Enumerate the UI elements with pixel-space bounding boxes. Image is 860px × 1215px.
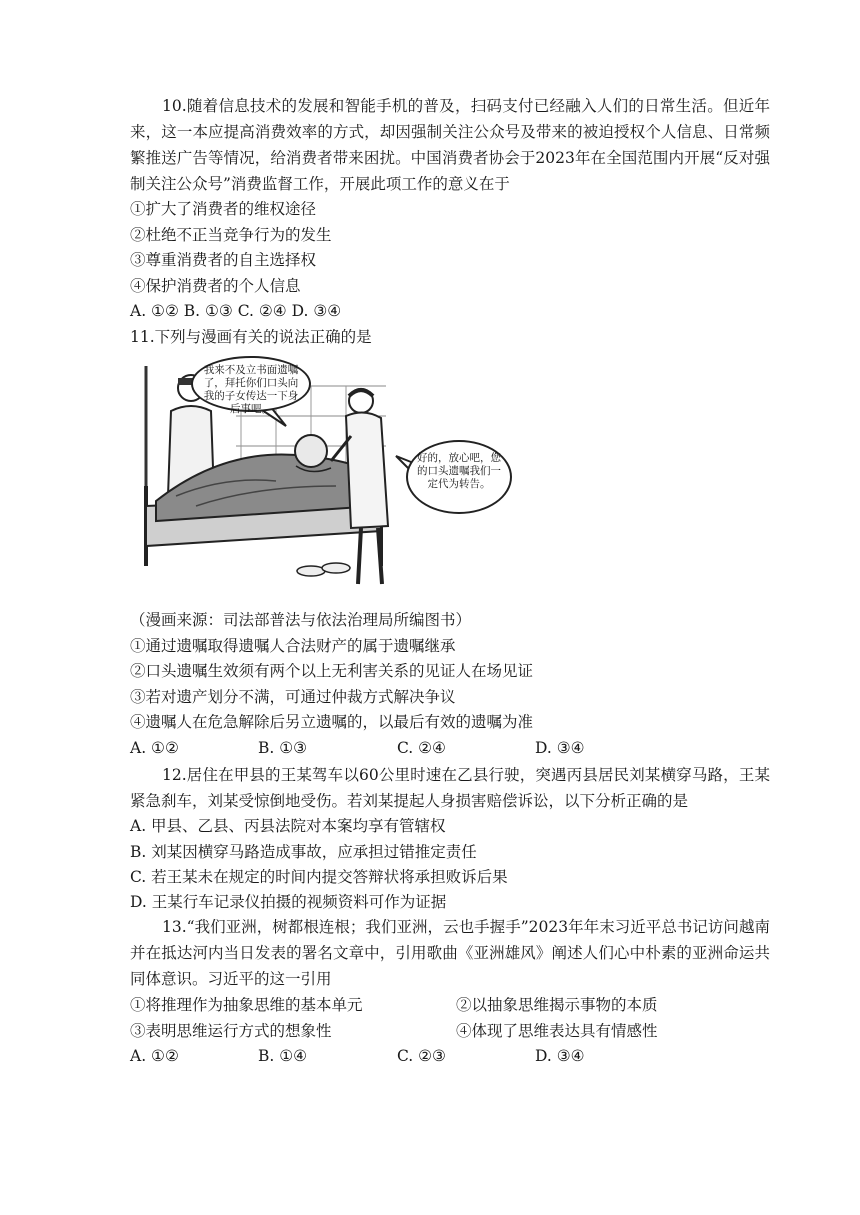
q10-stem: 10.随着信息技术的发展和智能手机的普及，扫码支付已经融入人们的日常生活。但近年来，这一本应提高消费效率的方式，却因强制关注公众号及带来的被迫授权个人信息、日常频繁推送广告等情况，给消费者带来困扰。中国消费者协会于2023年在全国范围内开展“反对强制关注公众号”消费监督工作，开展此项工作的意义在于 bbox=[130, 97, 770, 193]
q11-choice-b: B. ①③ bbox=[258, 739, 308, 757]
q13-item-1: ①将推理作为抽象思维的基本单元 bbox=[130, 996, 363, 1014]
q13-item-2: ②以抽象思维揭示事物的本质 bbox=[456, 996, 658, 1014]
q12-option-c: C. 若王某未在规定的时间内提交答辩状将承担败诉后果 bbox=[130, 868, 508, 886]
q11-choice-c: C. ②④ bbox=[397, 739, 446, 757]
q13-stem: 13.“我们亚洲，树都根连根；我们亚洲，云也手握手”2023年年末习近平总书记访问越南并在抵达河内当日发表的署名文章中，引用歌曲《亚洲雄风》阐述人们心中朴素的亚洲命运共同体意识。习近平的这一引用 bbox=[130, 918, 770, 988]
q11-item-1: ①通过遗嘱取得遗嘱人合法财产的属于遗嘱继承 bbox=[130, 637, 456, 655]
speech-bubble-patient: 我来不及立书面遗嘱了，拜托你们口头向我的子女传达一下身后事吧。 bbox=[191, 356, 311, 412]
q10-choices: A. ①② B. ①③ C. ②④ D. ③④ bbox=[130, 302, 342, 320]
q13-item-3: ③表明思维运行方式的想象性 bbox=[130, 1022, 332, 1040]
q11-item-4: ④遗嘱人在危急解除后另立遗嘱的，以最后有效的遗嘱为准 bbox=[130, 713, 534, 731]
q10-item-4: ④保护消费者的个人信息 bbox=[130, 277, 301, 295]
q12-option-a: A. 甲县、乙县、丙县法院对本案均享有管辖权 bbox=[130, 817, 446, 835]
q11-item-3: ③若对遗产划分不满，可通过仲裁方式解决争议 bbox=[130, 688, 456, 706]
q13-item-4: ④体现了思维表达具有情感性 bbox=[456, 1022, 658, 1040]
q11-stem: 11.下列与漫画有关的说法正确的是 bbox=[130, 328, 372, 346]
q11-choice-a: A. ①② bbox=[130, 739, 179, 757]
q10-item-3: ③尊重消费者的自主选择权 bbox=[130, 251, 317, 269]
q13-choice-a: A. ①② bbox=[130, 1047, 179, 1065]
q12-option-d: D. 王某行车记录仪拍摄的视频资料可作为证据 bbox=[130, 893, 447, 911]
q13-choice-b: B. ①④ bbox=[258, 1047, 308, 1065]
q10-item-1: ①扩大了消费者的维权途径 bbox=[130, 200, 317, 218]
speech-bubble-doctor: 好的，放心吧，您的口头遗嘱我们一定代为转告。 bbox=[406, 440, 512, 514]
cartoon-illustration bbox=[136, 356, 516, 592]
cartoon-source: （漫画来源：司法部普法与依法治理局所编图书） bbox=[130, 611, 472, 629]
q11-choice-d: D. ③④ bbox=[535, 739, 585, 757]
q13-choice-c: C. ②③ bbox=[397, 1047, 446, 1065]
q11-item-2: ②口头遗嘱生效须有两个以上无利害关系的见证人在场见证 bbox=[130, 662, 534, 680]
q12-option-b: B. 刘某因横穿马路造成事故，应承担过错推定责任 bbox=[130, 843, 477, 861]
q12-stem: 12.居住在甲县的王某驾车以60公里时速在乙县行驶，突遇丙县居民刘某横穿马路，王某紧急刹车，刘某受惊倒地受伤。若刘某提起人身损害赔偿诉讼，以下分析正确的是 bbox=[130, 766, 770, 810]
q10-item-2: ②杜绝不正当竞争行为的发生 bbox=[130, 226, 332, 244]
q13-choice-d: D. ③④ bbox=[535, 1047, 585, 1065]
